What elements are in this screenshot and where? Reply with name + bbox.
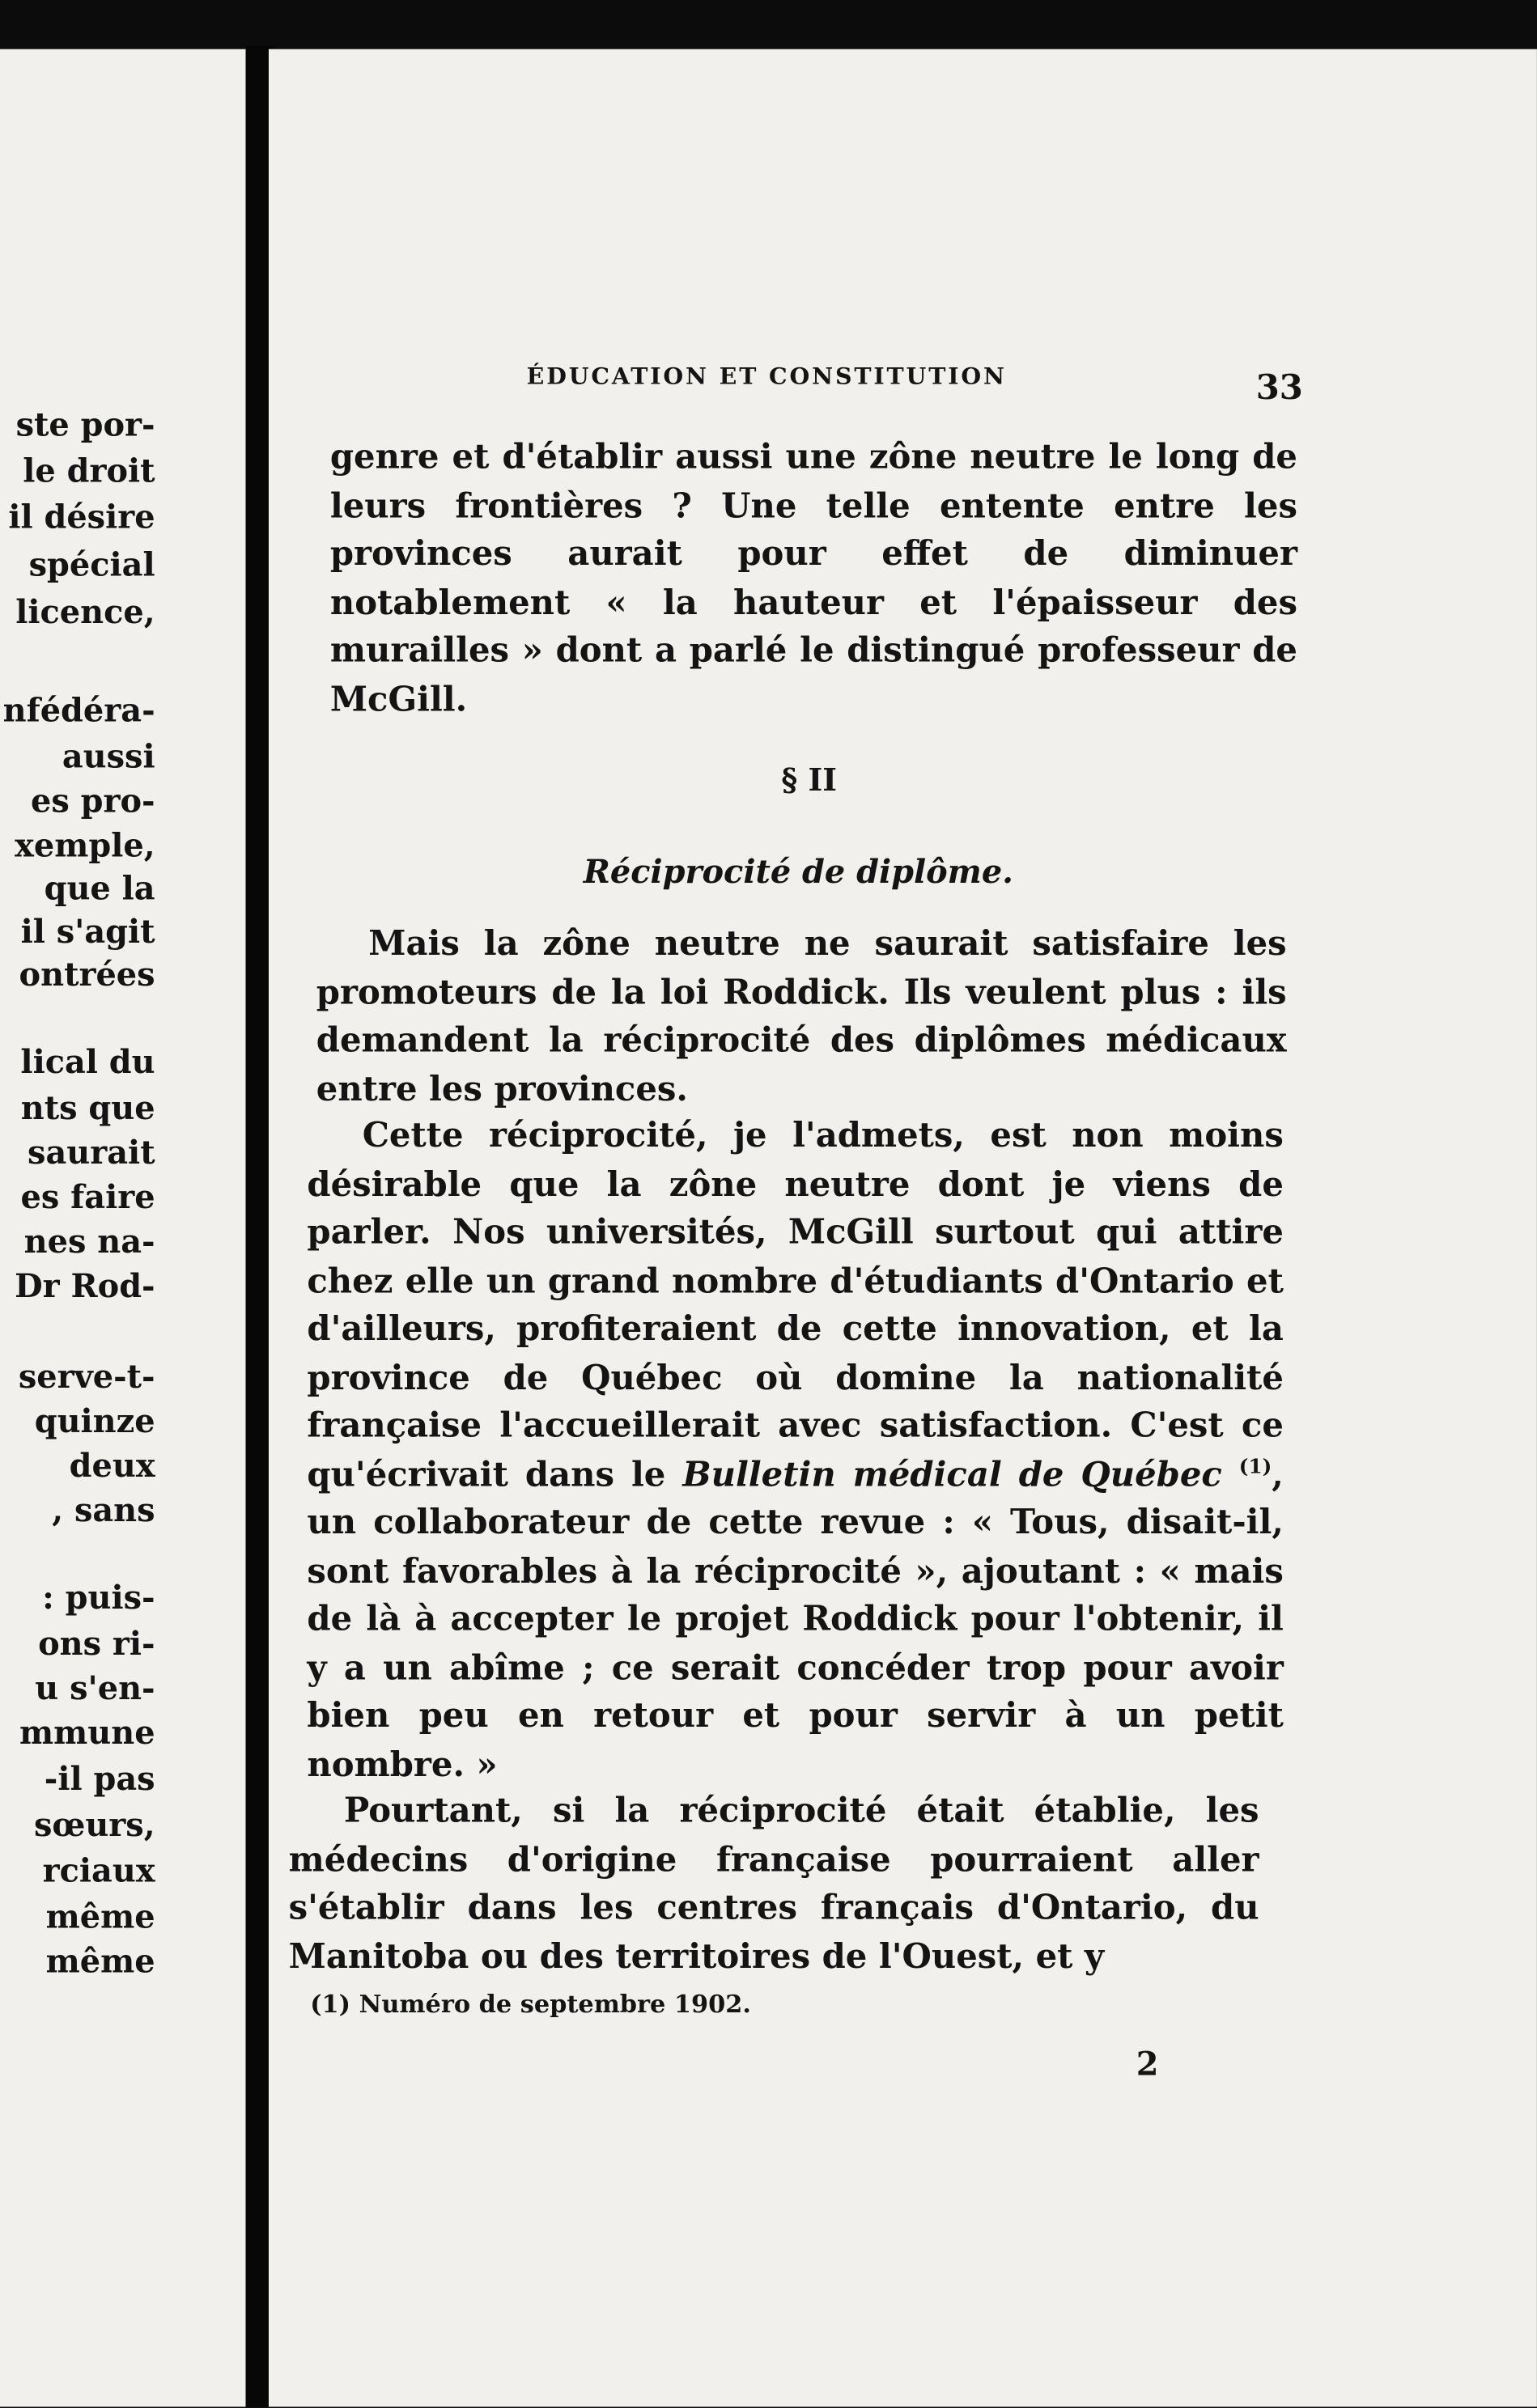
left-fragment: ons ri- xyxy=(38,1624,155,1663)
paragraph-1: genre et d'établir aussi une zône neutre le long de leurs frontières ? Une telle entente entre les provinces aurait pour effet de diminuer notablement « la hauteur et l'épaisseur des murailles » dont a parlé le distingué professeur de McGill. xyxy=(329,437,1297,719)
left-fragment: -il pas xyxy=(44,1758,155,1798)
left-fragment: , sans xyxy=(52,1490,155,1529)
left-fragment: nts que xyxy=(20,1087,155,1127)
paragraph-3-text-a: Cette réciprocité, je l'admets, est non moins désirable que la zône neutre dont je viens de parler. Nos universités, McGill surtout qui attire chez elle un grand nombre d'étudiants d'Ontario et d'ailleurs, profiteraient de cette innovation, et la province de Québec où domine la nationalité française l'accueillerait avec satisfaction. C'est ce qu'écrivait dans le xyxy=(307,1116,1284,1494)
running-header: ÉDUCATION ET CONSTITUTION xyxy=(526,362,1007,390)
left-fragment: nfédéra- xyxy=(2,690,155,730)
left-fragment: même xyxy=(45,1941,155,1981)
left-fragment: mmune xyxy=(19,1713,155,1752)
left-fragment: Dr Rod- xyxy=(15,1266,155,1305)
left-fragment: il désire xyxy=(8,497,155,536)
signature-mark: 2 xyxy=(1136,2044,1159,2084)
footnote-ref: (1) xyxy=(1238,1455,1272,1479)
left-fragment: deux xyxy=(69,1445,155,1485)
paragraph-3 xyxy=(307,1113,1283,1790)
page-number: 33 xyxy=(1255,368,1303,409)
left-fragment: nes na- xyxy=(23,1222,155,1261)
left-fragment: xemple, xyxy=(15,825,155,865)
left-fragment: même xyxy=(45,1897,155,1936)
left-fragment: le droit xyxy=(23,451,155,490)
left-fragment: es pro- xyxy=(30,781,155,820)
paragraph-3-text-b: , un collaborateur de cette revue : « Tous, disait-il, sont favorables à la réciprocité », ajoutant : « mais de là à accepter le projet Roddick pour l'obtenir, il y a un abîme ; ce serait concéder trop pour avoir bien peu en retour et pour servir à un petit nombre. » xyxy=(307,1454,1284,1785)
left-fragment: ste por- xyxy=(15,405,155,444)
left-fragment: lical du xyxy=(20,1042,155,1081)
left-fragment: ontrées xyxy=(19,954,155,994)
left-fragment: quinze xyxy=(34,1401,155,1440)
section-title: Réciprocité de diplôme. xyxy=(583,851,1014,891)
left-fragment: que la xyxy=(44,868,155,908)
left-fragment: saurait xyxy=(28,1132,155,1172)
left-fragment: rciaux xyxy=(42,1851,155,1890)
left-fragment: licence, xyxy=(15,592,155,631)
left-fragment: es faire xyxy=(20,1176,155,1216)
footnote: (1) Numéro de septembre 1902. xyxy=(310,1989,751,2019)
left-fragment: : puis- xyxy=(42,1578,155,1617)
journal-title: Bulletin médical de Québec xyxy=(682,1454,1222,1494)
left-fragment: u s'en- xyxy=(35,1668,155,1707)
left-fragment: il s'agit xyxy=(20,911,155,951)
left-fragment: spécial xyxy=(28,545,155,583)
left-fragment: aussi xyxy=(62,736,155,775)
left-fragment: serve-t- xyxy=(18,1356,155,1396)
paragraph-2: Mais la zône neutre ne saurait satisfaire les promoteurs de la loi Roddick. Ils veulent plus : ils demandent la réciprocité des diplômes médicaux entre les provinces. xyxy=(316,923,1287,1109)
left-fragment: sœurs, xyxy=(33,1804,155,1844)
paragraph-4: Pourtant, si la réciprocité était établie, les médecins d'origine française pourraient aller s'établir dans les centres français d'Ontario, du Manitoba ou des territoires de l'Ouest, et y xyxy=(288,1791,1259,1977)
section-mark: § II xyxy=(781,761,837,799)
